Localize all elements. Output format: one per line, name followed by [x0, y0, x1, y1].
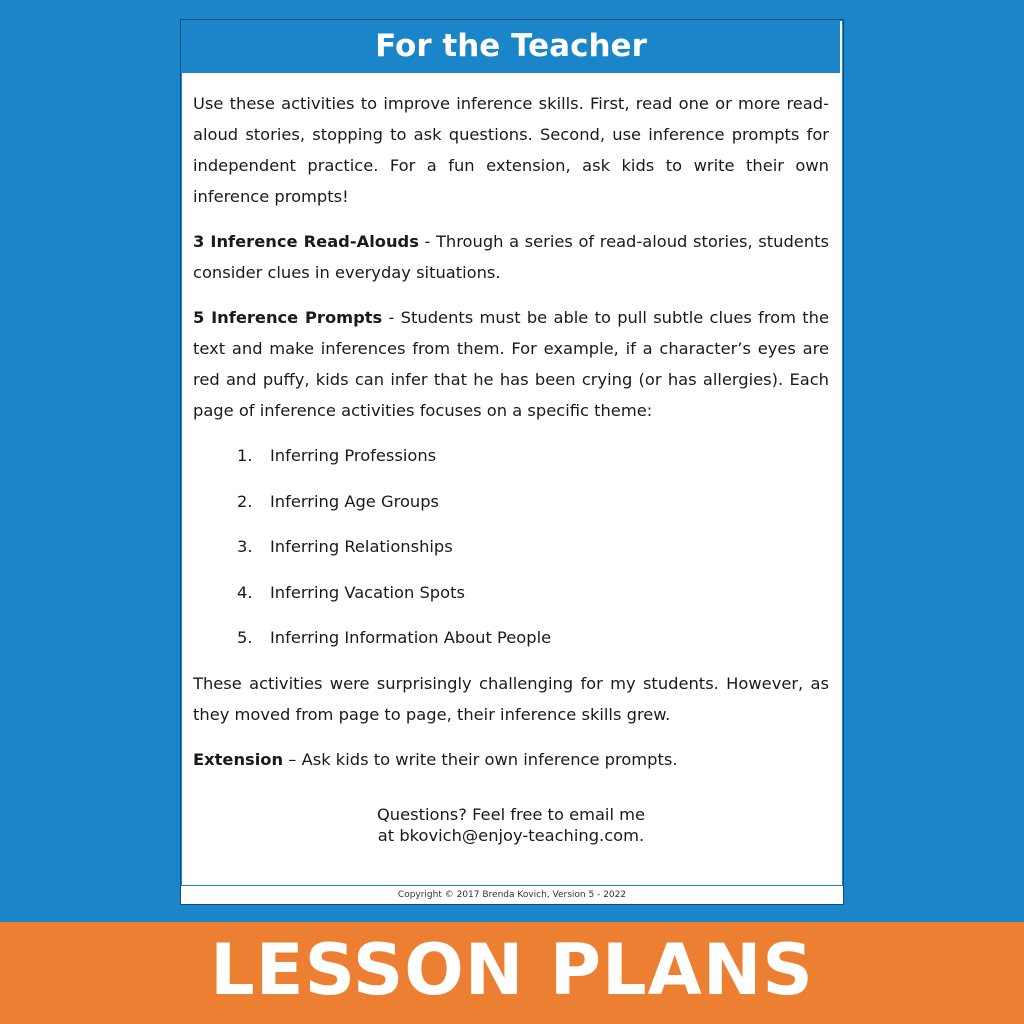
list-text: Inferring Professions [270, 446, 437, 465]
read-alouds-text: - Through a series of read-aloud stories, students consider clues in everyday situations. [193, 232, 829, 282]
read-alouds-label: 3 Inference Read-Alouds [193, 232, 419, 251]
copyright-footer: Copyright © 2017 Brenda Kovich, Version 5 - 2022 [181, 885, 843, 905]
extension-text: – Ask kids to write their own inference prompts. [283, 749, 678, 769]
list-number: 1. [237, 446, 253, 465]
extension-label: Extension [193, 749, 284, 769]
list-item [193, 440, 829, 471]
extension-paragraph [193, 744, 829, 775]
list-number: 5. [237, 628, 253, 647]
themes-list [193, 440, 829, 653]
contact-email-line: at bkovich@enjoy-teaching.com. [377, 826, 645, 845]
list-item [193, 622, 829, 653]
list-text: Inferring Relationships [270, 537, 453, 556]
list-text: Inferring Vacation Spots [270, 582, 465, 602]
closing-paragraph: These activities were surprisingly challenging for my students. However, as they moved from page to page, their inference skills grew. [193, 673, 829, 724]
prompts-text: - Students must be able to pull subtle clues from the text and make inferences from them. For example, if a character’s eyes are red and puffy, kids can infer that he has been crying (or has allergies). Each page of inference activities focuses on a specific theme: [193, 308, 829, 420]
list-number: 3. [237, 537, 253, 556]
list-text: Inferring Age Groups [270, 491, 440, 511]
contact-line-1: Questions? Feel free to email me [376, 805, 646, 824]
page-content [193, 88, 829, 789]
intro-paragraph: Use these activities to improve inference skills. First, read one or more read-aloud stories, stopping to ask questions. Second, use inference prompts for independent practice. For a fun extension, ask kids to write their own inference prompts! [193, 94, 829, 206]
list-text: Inferring Information About People [270, 628, 552, 647]
list-number: 2. [237, 491, 253, 511]
list-item [193, 531, 829, 562]
prompts-paragraph [193, 302, 829, 426]
contact-info [181, 804, 841, 846]
list-number: 4. [237, 582, 253, 602]
list-item [193, 577, 829, 608]
list-item [193, 486, 829, 517]
document-page [181, 20, 843, 904]
read-alouds-paragraph [193, 226, 829, 288]
page-title: For the Teacher [182, 21, 840, 73]
prompts-label: 5 Inference Prompts [193, 308, 383, 327]
lesson-plans-banner: LESSON PLANS [0, 922, 1024, 1024]
